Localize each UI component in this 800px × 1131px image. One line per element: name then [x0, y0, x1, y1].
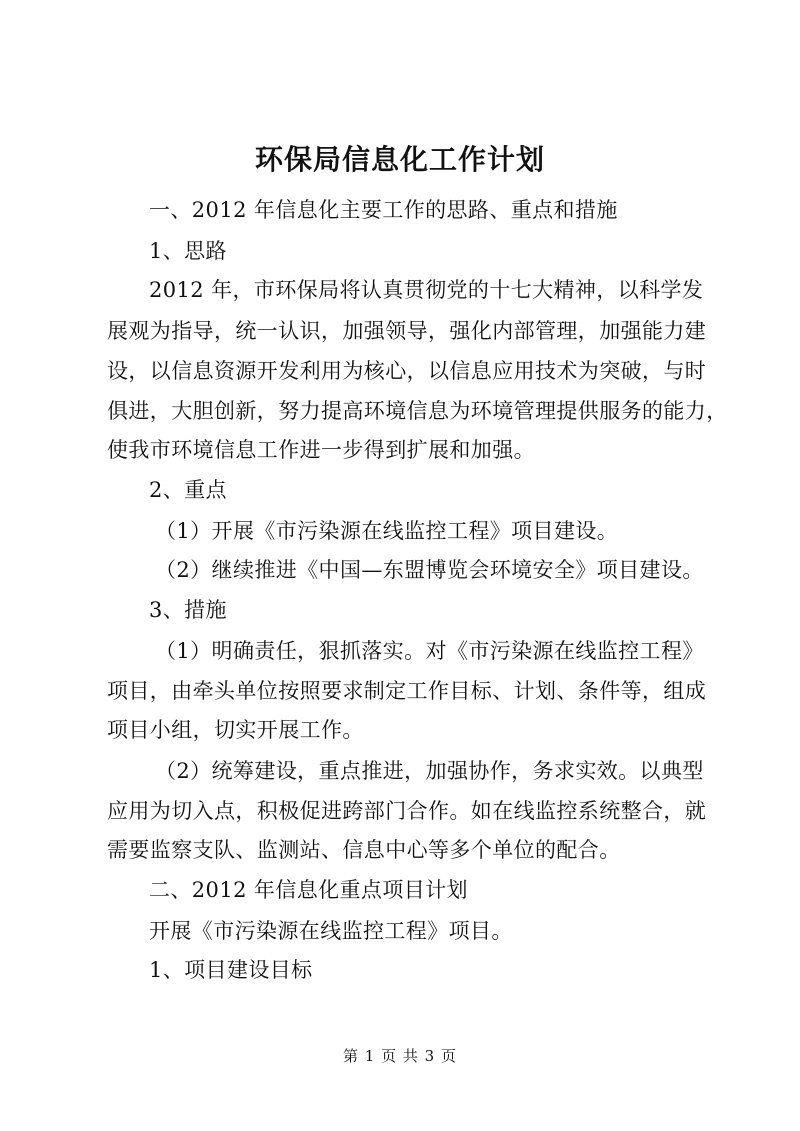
paragraph-line: 应用为切入点，积极促进跨部门合作。如在线监控系统整合，就	[107, 799, 707, 823]
paragraph-line: 展观为指导，统一认识，加强领导，强化内部管理，加强能力建	[107, 319, 707, 343]
paragraph-line: 项目小组，切实开展工作。	[107, 718, 364, 742]
paragraph-line: 开展《市污染源在线监控工程》项目。	[149, 919, 513, 943]
subsection-heading: 3、措施	[149, 598, 227, 622]
page-number-footer: 第 1 页 共 3 页	[343, 1047, 457, 1065]
paragraph-line: 需要监察支队、监测站、信息中心等多个单位的配合。	[107, 838, 621, 862]
paragraph-line: 项目，由牵头单位按照要求制定工作目标、计划、条件等，组成	[107, 679, 707, 703]
paragraph-line: 俱进，大胆创新，努力提高环境信息为环境管理提供服务的能力，	[107, 399, 728, 423]
subsection-heading: 1、思路	[149, 239, 227, 263]
document-title: 环保局信息化工作计划	[254, 143, 545, 176]
list-item: （2）继续推进《中国—东盟博览会环境安全》项目建设。	[155, 558, 704, 582]
paragraph-line: （2）统筹建设，重点推进，加强协作，务求实效。以典型	[155, 759, 704, 783]
list-item: （1）开展《市污染源在线监控工程》项目建设。	[155, 519, 619, 543]
paragraph-line: （1）明确责任，狠抓落实。对《市污染源在线监控工程》	[155, 639, 704, 663]
section-heading: 一、2012 年信息化主要工作的思路、重点和措施	[149, 198, 618, 222]
paragraph-line: 使我市环境信息工作进一步得到扩展和加强。	[107, 438, 535, 462]
subsection-heading: 2、重点	[149, 478, 227, 502]
section-heading: 二、2012 年信息化重点项目计划	[149, 878, 468, 902]
paragraph-line: 2012 年，市环保局将认真贯彻党的十七大精神，以科学发	[149, 278, 704, 302]
subsection-heading: 1、项目建设目标	[149, 958, 313, 982]
paragraph-line: 设，以信息资源开发利用为核心，以信息应用技术为突破，与时	[107, 359, 707, 383]
